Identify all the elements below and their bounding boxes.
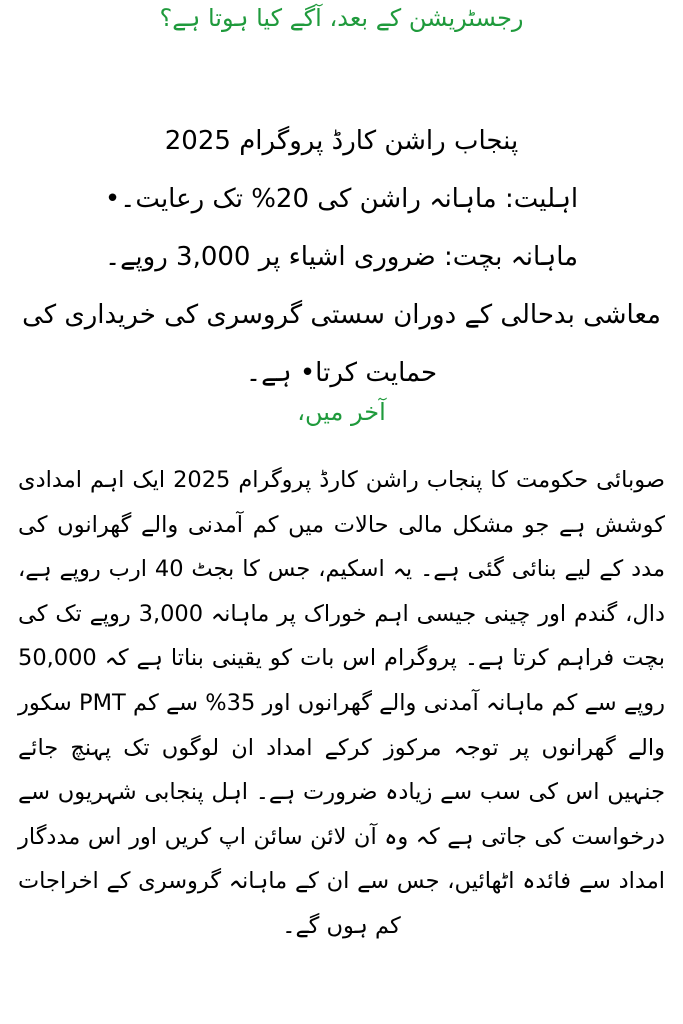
monthly-saving-line: ماہانہ بچت: ضروری اشیاء پر 3,000 روپے۔	[104, 242, 579, 272]
conclusion-heading: آخر میں،	[297, 398, 386, 426]
support-bullet: معاشی بدحالی کے دوران سستی گروسری کی خریداری کی حمایت کرتا• ہے۔	[22, 300, 661, 388]
section-heading: رجسٹریشن کے بعد، آگے کیا ہوتا ہے؟	[159, 4, 524, 32]
program-title: پنجاب راشن کارڈ پروگرام 2025	[164, 126, 519, 156]
conclusion-paragraph: صوبائی حکومت کا پنجاب راشن کارڈ پروگرام 2025 ایک اہم امدادی کوشش ہے جو مشکل مالی حالات میں کم آمدنی والے گھرانوں کی مدد کے لیے بنائی گئی ہے۔ یہ اسکیم، جس کا بجٹ 40 ارب روپے ہے، دال، گندم اور چینی جیسی اہم خوراک پر ماہانہ 3,000 روپے تک کی بچت فراہم کرتا ہے۔ پروگرام اس بات کو یقینی بناتا ہے کہ 50,000 روپے سے کم ماہانہ آمدنی والے گھرانوں اور 35% سے کم PMT سکور والے گھرانوں پر توجہ مرکوز کرکے امداد ان لوگوں تک پہنچ جائے جنہیں اس کی سب سے زیادہ ضرورت ہے۔ اہل پنجابی شہریوں سے درخواست کی جاتی ہے کہ وہ آن لائن سائن اپ کریں اور اس مددگار امداد سے فائدہ اٹھائیں، جس سے ان کے ماہانہ گروسری کے اخراجات کم ہوں گے۔	[18, 467, 666, 939]
eligibility-bullet: اہلیت: ماہانہ راشن کی 20% تک رعایت۔•	[104, 184, 579, 214]
program-summary	[14, 112, 669, 402]
